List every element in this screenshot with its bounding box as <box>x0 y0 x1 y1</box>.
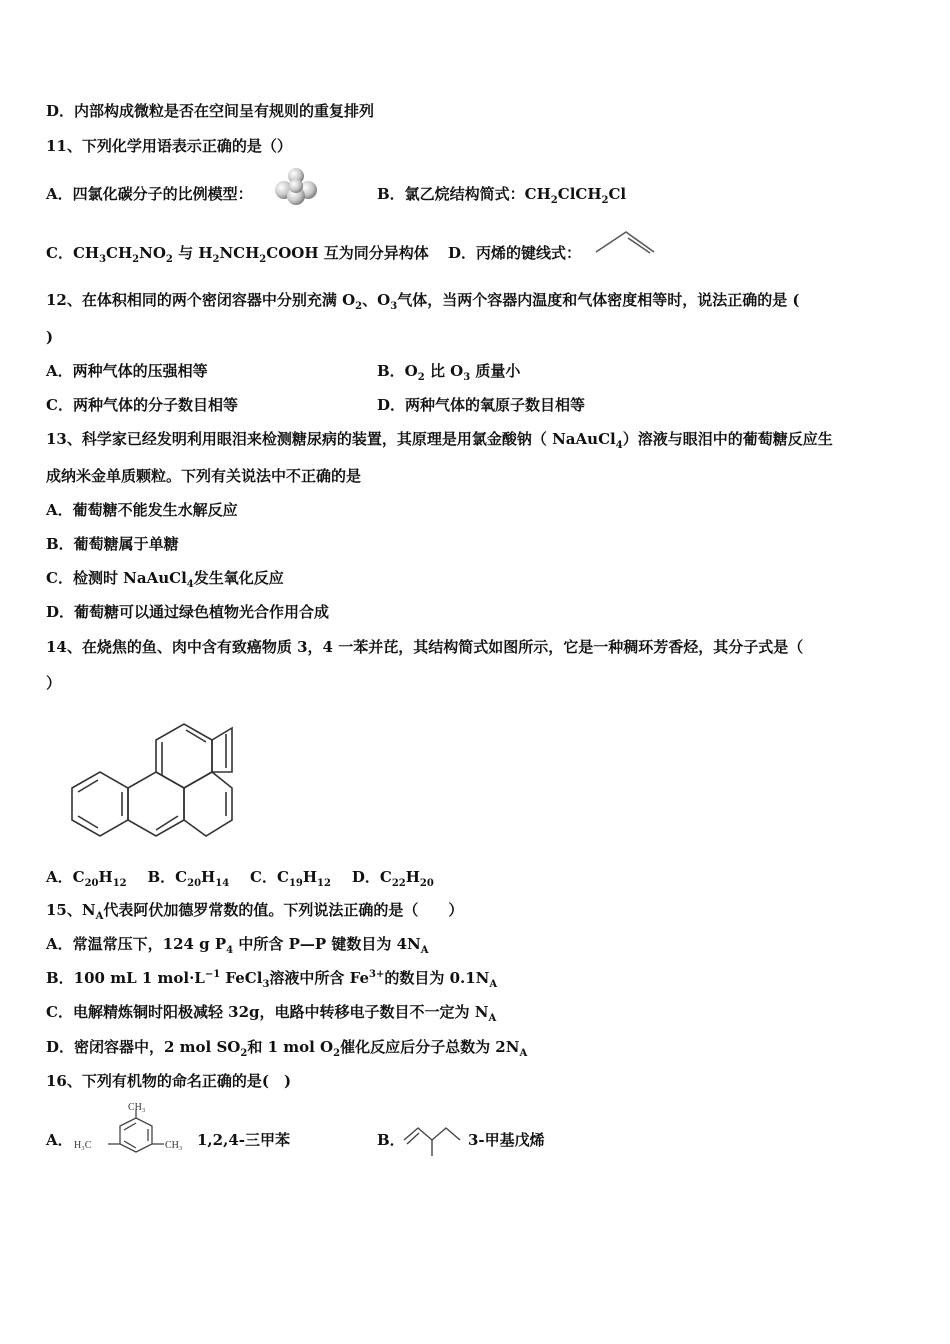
ccl4-space-filling-model-icon <box>274 166 318 206</box>
q13-option-b: B．葡萄糖属于单糖 <box>46 535 179 553</box>
q15-option-c: C．电解精炼铜时阳极减轻 32g，电路中转移电子数目不一定为 $N_A$ <box>46 1003 497 1024</box>
q14-stem-end: ） <box>46 674 62 692</box>
q11-option-b: B．氯乙烷结构简式：$CH_2ClCH_2Cl$ <box>377 185 627 206</box>
q13-stem-cont: 成纳米金单质颗粒。下列有关说法中不正确的是 <box>46 467 362 485</box>
q15-option-d: D．密闭容器中，2 mol $SO_2$和 1 mol $O_2$催化反应后分子总数为 $2N_A$ <box>46 1038 528 1059</box>
q16-option-a-label: A． <box>46 1131 73 1149</box>
methylpentene-skeletal-formula-icon <box>400 1120 464 1160</box>
q14-option-c: C．$C_{19}H_{12}$ <box>250 868 331 889</box>
q12-stem: 12、在体积相同的两个密闭容器中分别充满 $O_2$、$O_3$气体，当两个容器内温度和气体密度相等时，说法正确的是 ( <box>46 291 800 312</box>
q15-stem: 15、$N_A$代表阿伏加德罗常数的值。下列说法正确的是（ ） <box>46 901 464 922</box>
q11-option-d: D．丙烯的键线式： <box>448 244 582 262</box>
q16-option-b-name: 3-甲基戊烯 <box>468 1131 545 1149</box>
benzopyrene-structure-figure <box>44 712 238 848</box>
q12-option-b: B．$O_2$ 比 $O_3$ 质量小 <box>377 362 521 383</box>
q12-option-a: A．两种气体的压强相等 <box>46 362 208 380</box>
fig-label-top: CH₃ <box>128 1102 146 1113</box>
q11-option-c: C．$CH_3CH_2NO_2$ 与 $H_2NCH_2COOH$ 互为同分异构体 <box>46 244 429 265</box>
q14-option-a: A．$C_{20}H_{12}$ <box>46 868 127 889</box>
q14-options <box>46 867 434 887</box>
q16-option-a-name: 1,2,4-三甲苯 <box>197 1131 290 1149</box>
q12-option-c: C．两种气体的分子数目相等 <box>46 396 238 414</box>
q13-option-d: D．葡萄糖可以通过绿色植物光合作用合成 <box>46 603 330 621</box>
q14-option-b: B．$C_{20}H_{14}$ <box>147 868 230 889</box>
q14-stem: 14、在烧焦的鱼、肉中含有致癌物质 3，4 一苯并芘，其结构简式如图所示，它是一种稠环芳香烃，其分子式是（ <box>46 638 804 656</box>
q13-stem: 13、科学家已经发明利用眼泪来检测糖尿病的装置，其原理是用氯金酸钠（ NaAuCl$_4$）溶液与眼泪中的葡萄糖反应生 <box>46 430 833 451</box>
trimethylbenzene-structure-figure <box>72 1100 192 1164</box>
q16-stem: 16、下列有机物的命名正确的是( ) <box>46 1072 292 1090</box>
q11-stem: 11、下列化学用语表示正确的是（） <box>46 137 292 155</box>
q13-option-c: C．检测时 NaAuCl$_4$发生氧化反应 <box>46 569 284 590</box>
propene-skeletal-formula-icon <box>592 228 660 256</box>
q11-option-a: A．四氯化碳分子的比例模型： <box>46 185 253 203</box>
fig-label-right: CH₃ <box>165 1140 183 1151</box>
fig-label-left: H₃C <box>74 1140 92 1151</box>
q14-option-d: D．$C_{22}H_{20}$ <box>351 868 434 889</box>
q16-option-b-label: B． <box>377 1131 405 1149</box>
q10-option-d: D．内部构成微粒是否在空间呈有规则的重复排列 <box>46 102 375 120</box>
q15-option-b: B．100 mL 1 $mol\cdot L^{-1}$ FeCl$_3$溶液中所含 $Fe^{3+}$的数目为 $0.1N_A$ <box>46 969 498 990</box>
q12-option-d: D．两种气体的氧原子数目相等 <box>377 396 586 414</box>
q15-option-a: A．常温常压下，124 g $P_4$ 中所含 P—P 键数目为 $4N_A$ <box>46 935 429 956</box>
q13-option-a: A．葡萄糖不能发生水解反应 <box>46 501 238 519</box>
q12-stem-end: ) <box>46 328 54 346</box>
